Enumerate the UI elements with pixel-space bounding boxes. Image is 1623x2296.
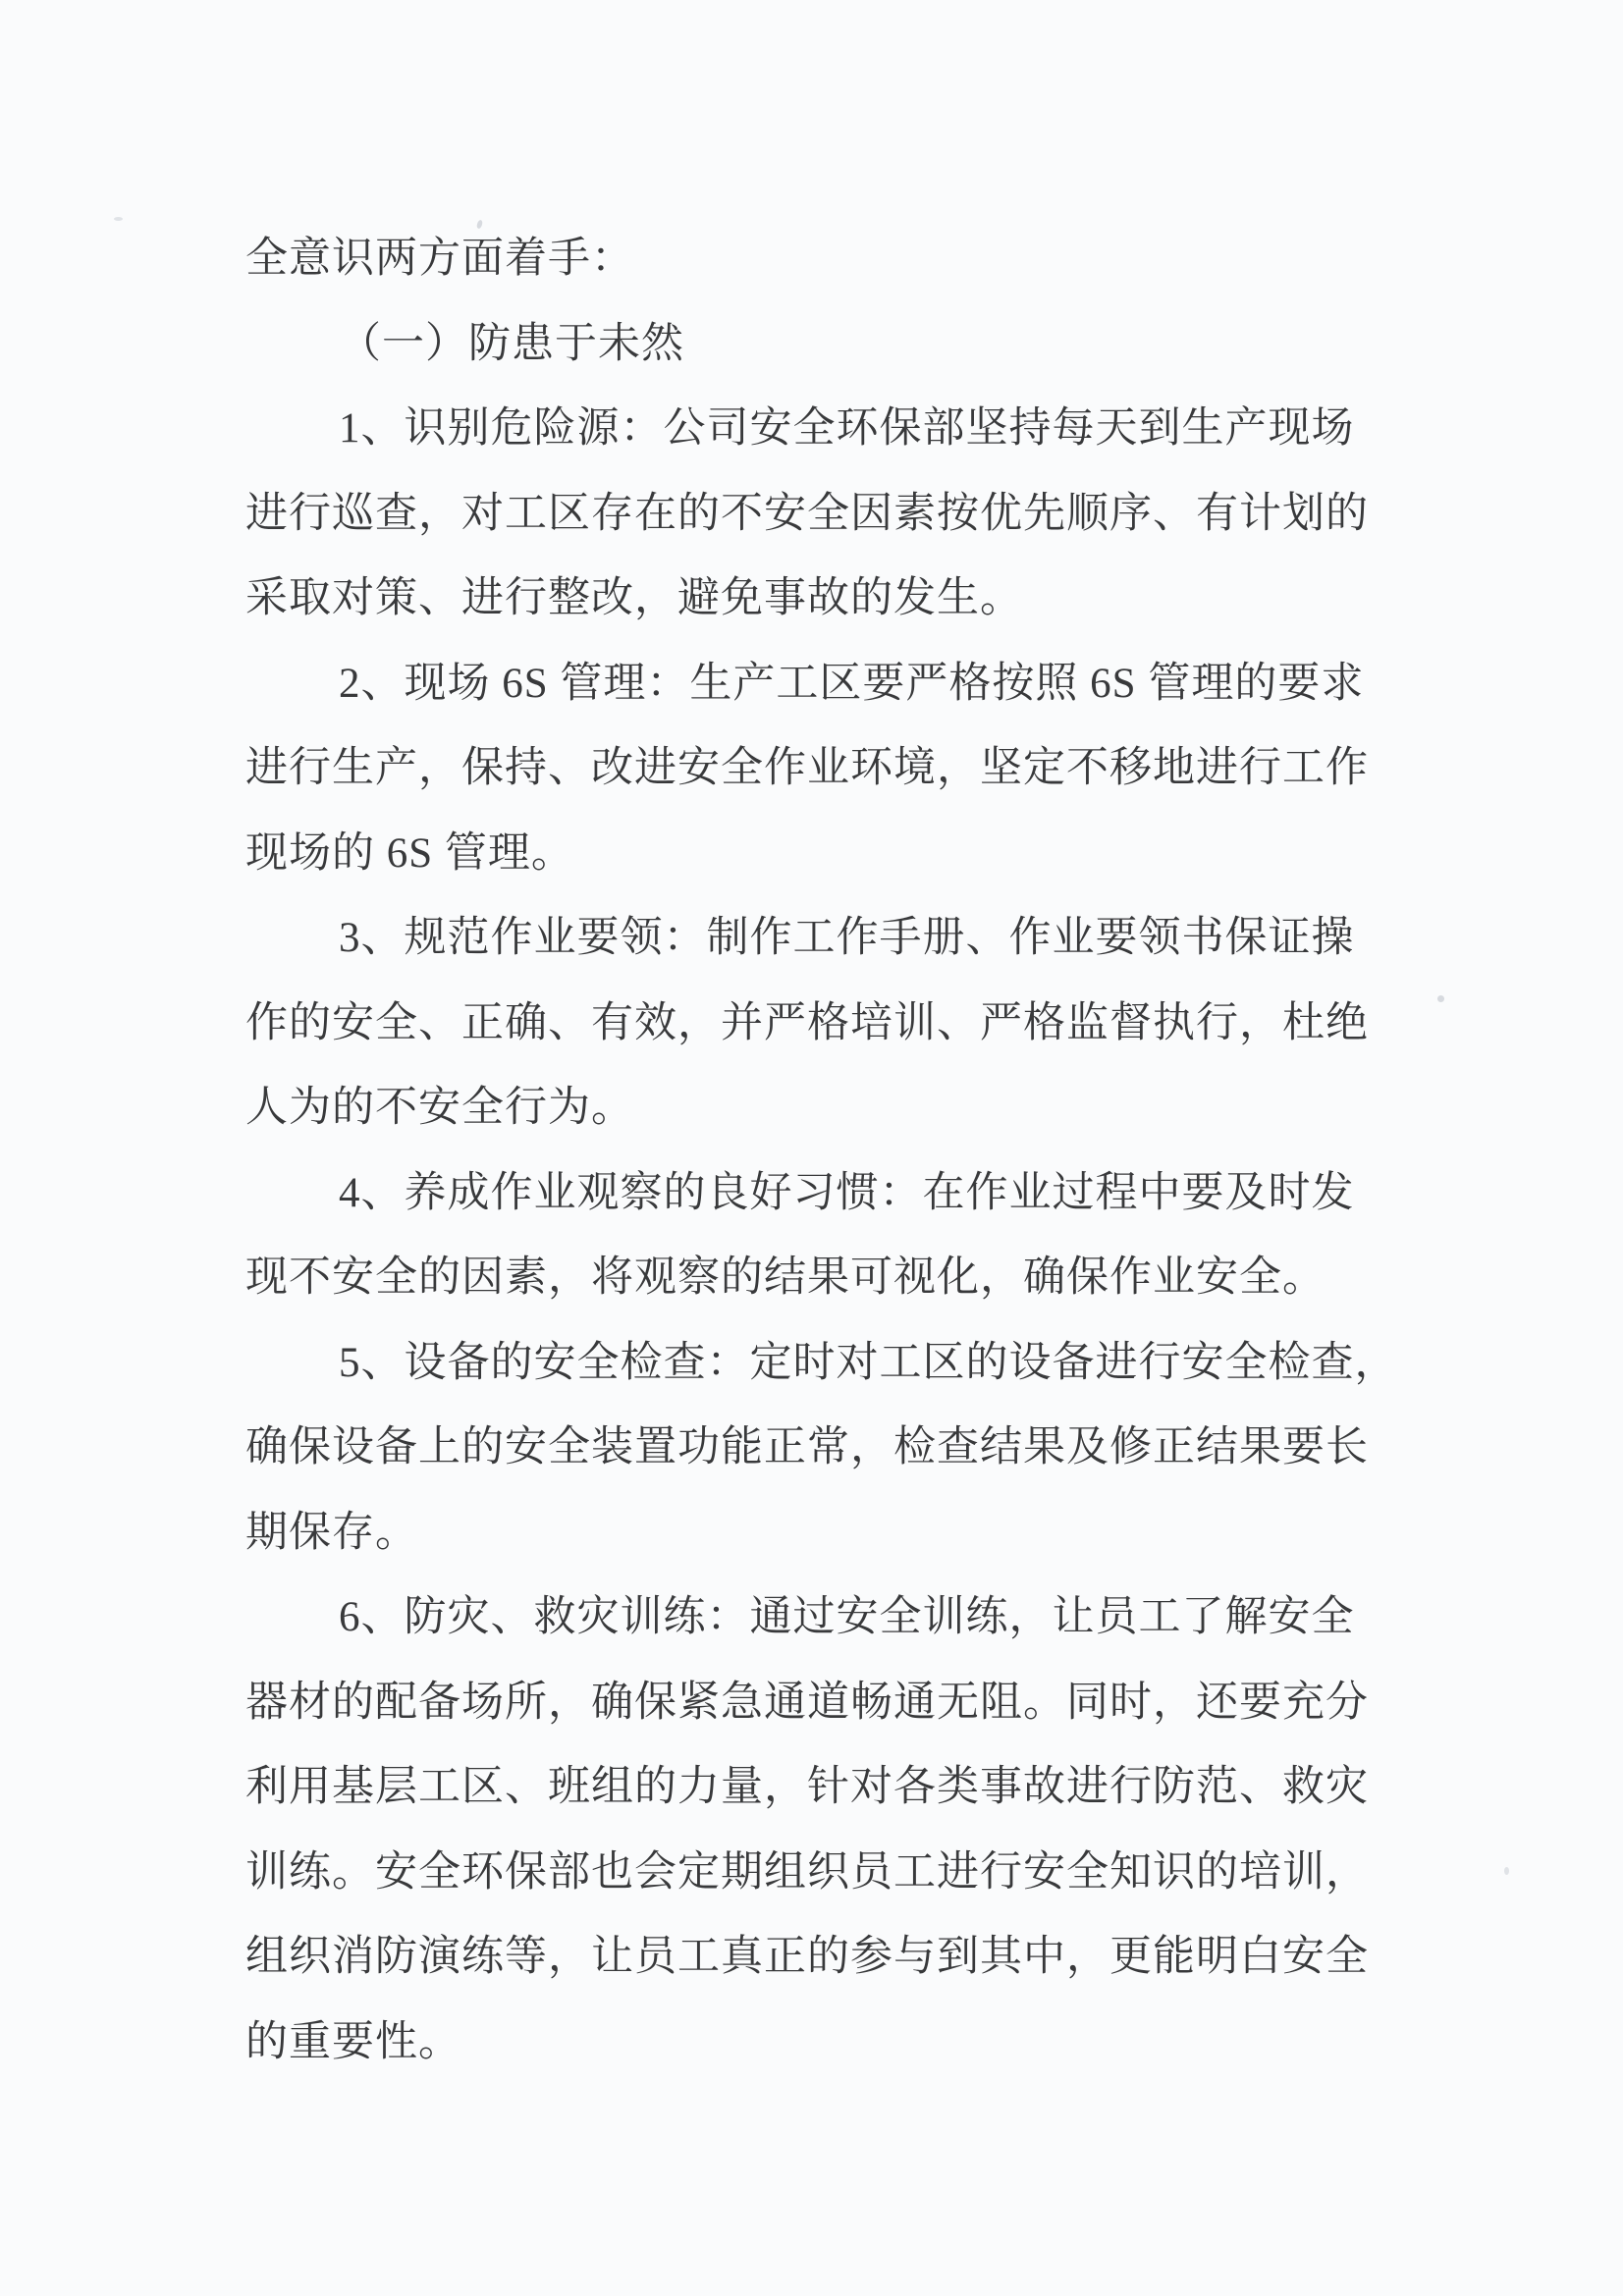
- item-4-paragraph: [245, 1151, 1375, 1321]
- text-line: 全意识两方面着手：: [245, 236, 634, 282]
- text-line: 进行巡查，对工区存在的不安全因素按优先顺序、有计划的: [245, 490, 1369, 537]
- item-1-paragraph: [245, 387, 1375, 642]
- text-line: 组织消防演练等，让员工真正的参与到其中，更能明白安全: [245, 1934, 1369, 1980]
- text-line: 4、养成作业观察的良好习惯：在作业过程中要及时发: [339, 1169, 1355, 1216]
- text-line: 利用基层工区、班组的力量，针对各类事故进行防范、救灾: [245, 1764, 1369, 1810]
- text-line: （一）防患于未然: [339, 320, 684, 367]
- text-line: 的重要性。: [245, 2018, 461, 2065]
- text-line: 1、识别危险源：公司安全环保部坚持每天到生产现场: [339, 405, 1355, 452]
- text-line: 确保设备上的安全装置功能正常，检查结果及修正结果要长: [245, 1424, 1369, 1470]
- scan-speck: [114, 217, 123, 221]
- text-line: 3、规范作业要领：制作工作手册、作业要领书保证操: [339, 915, 1355, 961]
- item-5-paragraph: [245, 1321, 1398, 1576]
- scan-speck: [1504, 1867, 1509, 1875]
- item-2-paragraph: [245, 642, 1375, 897]
- text-line: 进行生产，保持、改进安全作业环境，坚定不移地进行工作: [245, 745, 1369, 791]
- text-line: 采取对策、进行整改，避免事故的发生。: [245, 575, 1023, 621]
- scan-speck: [1437, 995, 1444, 1002]
- text-line: 人为的不安全行为。: [245, 1085, 634, 1131]
- text-line: 器材的配备场所，确保紧急通道畅通无阻。同时，还要充分: [245, 1679, 1369, 1726]
- text-line: 现场的 6S 管理。: [245, 829, 574, 877]
- text-line: 作的安全、正确、有效，并严格培训、严格监督执行，杜绝: [245, 999, 1369, 1046]
- text-line: 期保存。: [245, 1509, 418, 1556]
- continuation-paragraph: [245, 217, 1375, 302]
- text-line: 训练。安全环保部也会定期组织员工进行安全知识的培训，: [245, 1848, 1369, 1896]
- text-line: 6、防灾、救灾训练：通过安全训练，让员工了解安全: [339, 1594, 1355, 1640]
- item-3-paragraph: [245, 896, 1375, 1151]
- section-heading: [245, 302, 1375, 388]
- document-text-block: [245, 217, 1398, 2085]
- text-line: 现不安全的因素，将观察的结果可视化，确保作业安全。: [245, 1255, 1325, 1301]
- text-line: 5、设备的安全检查：定时对工区的设备进行安全检查，: [339, 1339, 1398, 1386]
- text-line: 2、现场 6S 管理：生产工区要严格按照 6S 管理的要求: [339, 660, 1365, 707]
- item-6-paragraph: [245, 1575, 1375, 2085]
